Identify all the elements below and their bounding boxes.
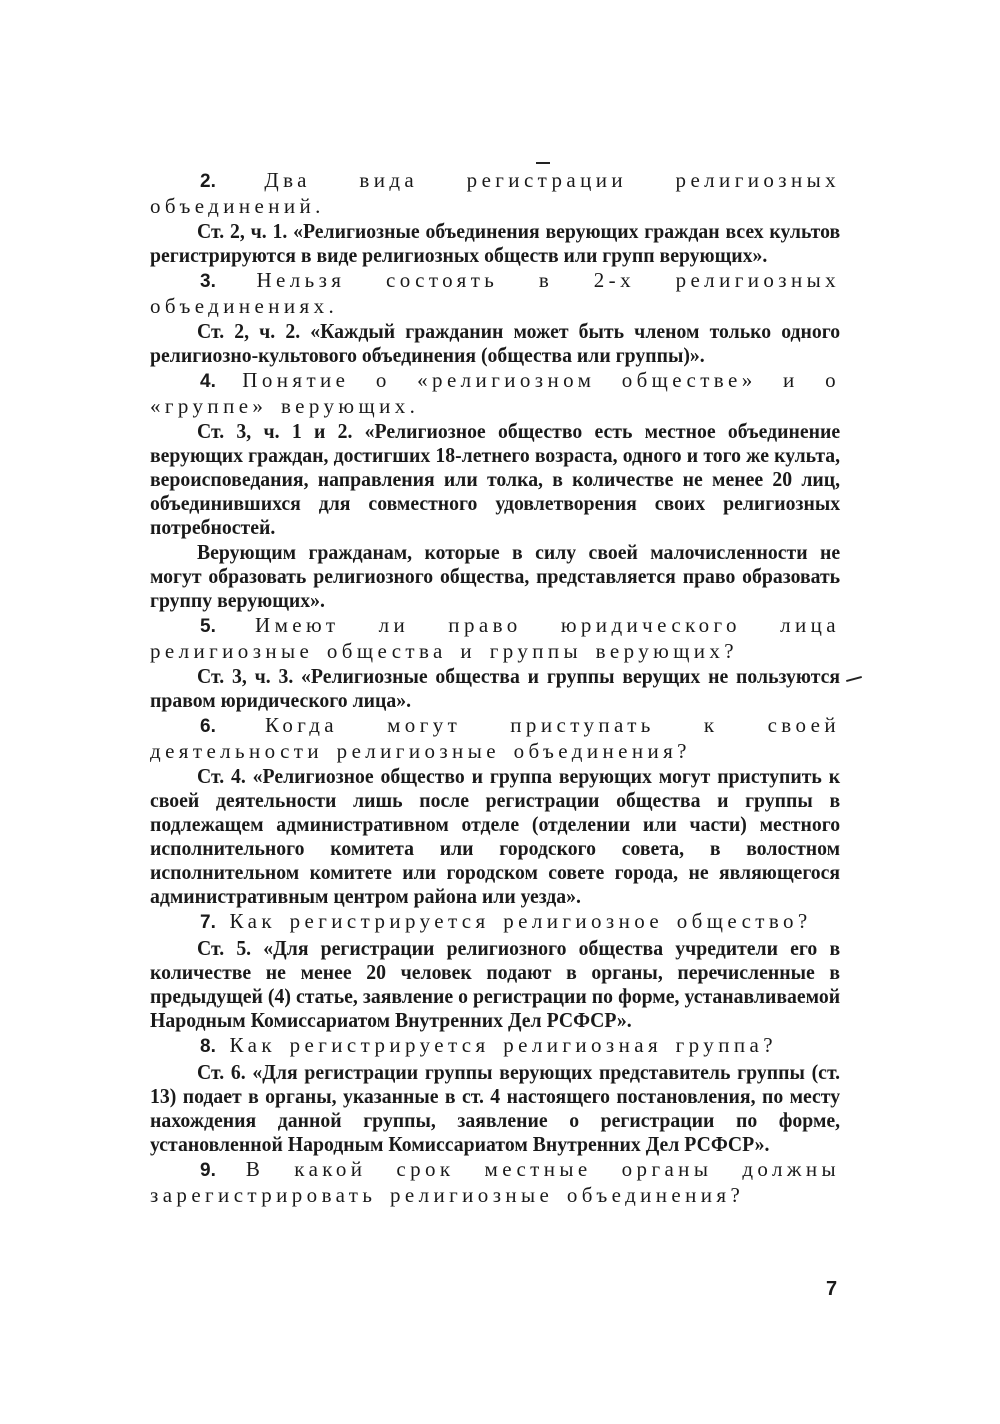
- section-heading: [150, 368, 840, 418]
- section-text: Ст. 2, ч. 1. «Религиозные объединения верующих граждан всех культов регистрируются в виде религиозных обществ или групп верующих».: [150, 219, 841, 267]
- document-page: [150, 168, 840, 1208]
- section-text: Ст. 5. «Для регистрации религиозного общества учредители его в количестве не менее 20 человек подают в органы, перечисленные в предыдущей (4) статье, заявление о регистрации по форме, устанавливаемой Народным Комиссариатом Внутренних Дел РСФСР».: [150, 936, 841, 1032]
- section-heading: [150, 713, 840, 763]
- section-question: Когда могут приступать к своей деятельности религиозные объединения?: [150, 713, 840, 763]
- section-heading: [150, 909, 840, 935]
- section-number: 4.: [200, 371, 216, 392]
- section-text: Ст. 4. «Религиозное общество и группа верующих могут приступить к своей деятельности лишь после регистрации общества и группы в подлежащем административном отделе (отделении или части) местного исполнительного комитета или городского совета, в волостном исполнительном комитете или городском совете города, не являющегося административным центром района или уезда».: [150, 764, 841, 908]
- section-question: Имеют ли право юридического лица религиозные общества и группы верующих?: [150, 613, 840, 663]
- section-number: 2.: [200, 171, 216, 192]
- section-question: В какой срок местные органы должны зарегистрировать религиозные объединения?: [150, 1157, 840, 1207]
- section-heading: [150, 1033, 840, 1059]
- section-text: Ст. 3, ч. 1 и 2. «Религиозное общество есть местное объединение верующих граждан, достигших 18-летнего возраста, одного и того же культа, вероисповедания, направления или толка, в количестве не менее 20 лиц, объединившихся для совместного удовлетворения своих религиозных потребностей.: [150, 419, 841, 539]
- section-heading: [150, 1157, 840, 1207]
- section-question: Два вида регистрации религиозных объединений.: [150, 168, 840, 218]
- section-question: Понятие о «религиозном обществе» и о «группе» верующих.: [150, 368, 841, 418]
- section-question: Как регистрируется религиозное общество?: [229, 909, 812, 933]
- section-text: Ст. 6. «Для регистрации группы верующих представитель группы (ст. 13) подает в органы, указанные в ст. 4 настоящего постановления, по месту нахождения данной группы, заявление о регистрации по форме, установленной Народным Комиссариатом Внутренних Дел РСФСР».: [150, 1060, 841, 1156]
- section-number: 5.: [200, 616, 216, 637]
- section-number: 3.: [200, 271, 216, 292]
- section-heading: [150, 613, 840, 663]
- section-text: Верующим гражданам, которые в силу своей малочисленности не могут образовать религиозного общества, представляется право образовать группу верующих».: [150, 540, 841, 612]
- section-number: 8.: [200, 1036, 216, 1057]
- section-heading: [150, 268, 840, 318]
- section-number: 7.: [200, 912, 216, 933]
- print-mark: [536, 162, 550, 164]
- page-number: 7: [826, 1278, 838, 1300]
- section-text: Ст. 2, ч. 2. «Каждый гражданин может быть членом только одного религиозно-культового объединения (общества или группы)».: [150, 319, 841, 367]
- section-number: 6.: [200, 716, 216, 737]
- section-heading: [150, 168, 840, 218]
- section-question: Как регистрируется религиозная группа?: [229, 1033, 777, 1057]
- section-question: Нельзя состоять в 2-х религиозных объединениях.: [150, 268, 840, 318]
- section-text: Ст. 3, ч. 3. «Религиозные общества и группы верущих не пользуются правом юридического лица».: [150, 664, 841, 712]
- print-mark: [846, 676, 862, 682]
- section-number: 9.: [200, 1160, 216, 1181]
